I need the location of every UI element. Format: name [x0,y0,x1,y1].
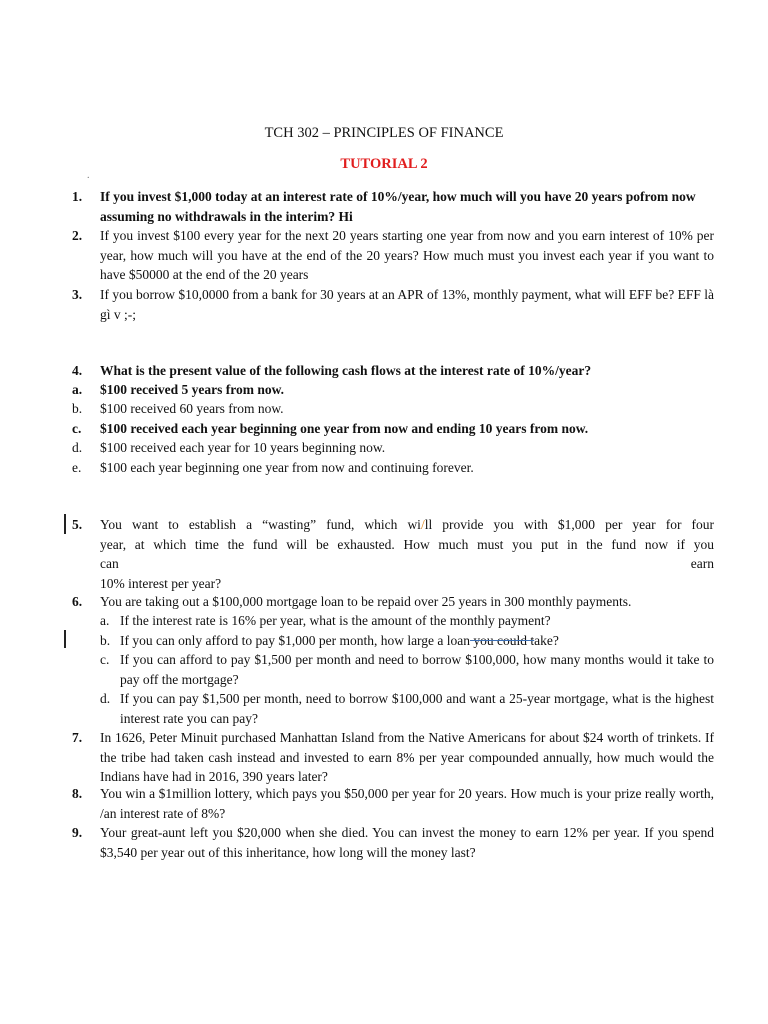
question-1 [72,187,714,226]
item-text: If the interest rate is 16% per year, what is the amount of the monthly payment? [120,613,551,628]
item-text: $100 received each year beginning one year from now and ending 10 years from now. [100,421,589,436]
q4-item-d [72,438,714,458]
question-number: 4. [72,363,83,378]
question-number: 2. [72,228,83,243]
question-6 [72,592,714,612]
question-text: In 1626, Peter Minuit purchased Manhattan Island from the Native Americans for about $24 worth of trinkets. If the tribe had taken cash instead and invested to earn 8% per year compounded annually, how much would the Indians have had in 2016, 390 years later? [100,730,714,785]
revision-bar [64,630,66,648]
item-label: b. [100,633,111,648]
question-number: 5. [72,517,83,532]
q6-item-b [100,631,714,651]
tutorial-title: TUTORIAL 2 [340,156,428,172]
item-label: d. [100,691,111,706]
question-line-4: 10% interest per year? [100,575,222,591]
q4-item-b [72,399,714,419]
edit-mark: / [420,517,425,532]
question-line-3: can earn [100,556,714,572]
question-number: 7. [72,730,83,745]
question-number: 6. [72,594,83,609]
item-label: c. [72,421,82,436]
question-text: You win a $1million lottery, which pays you $50,000 per year for 20 years. How much is your prize really worth, /an interest rate of 8%? [100,786,714,821]
question-2 [72,226,714,285]
question-5 [72,515,714,593]
item-text: $100 received 60 years from now. [100,401,284,416]
q6-item-a [100,611,714,631]
item-text: $100 received each year for 10 years beginning now. [100,440,386,455]
item-text: If you can only afford to pay $1,000 per month, how large a loan you could take? [120,633,559,648]
q4-item-e [72,458,714,478]
item-text: $100 received 5 years from now. [100,382,284,397]
question-text: If you invest $100 every year for the next 20 years starting one year from now and you earn interest of 10% per year, how much will you have at the end of the 20 years? How much must you invest each year if you want to have $50000 at the end of the 20 years [100,228,714,283]
course-title: TCH 302 – PRINCIPLES OF FINANCE [264,125,504,141]
q4-item-a [72,380,714,400]
question-text: If you invest $1,000 today at an interest rate of 10%/year, how much will you have 20 years pofrom now assuming no withdrawals in the interim? Hi [100,189,696,224]
item-label: e. [72,460,82,475]
revision-bar [64,514,66,534]
question-line-2: year, at which time the fund will be exhausted. How much must you put in the fund now if you [100,536,714,552]
q6-item-c [100,650,714,689]
question-number: 3. [72,287,83,302]
item-label: a. [72,382,83,397]
question-line-1: You want to establish a “wasting” fund, which wi/ll provide you with $1,000 per year for four [100,517,714,532]
question-7 [72,728,714,787]
item-text: If you can afford to pay $1,500 per month and need to borrow $100,000, how many months would it take to pay off the mortgage? [120,652,714,687]
question-text: You are taking out a $100,000 mortgage loan to be repaid over 25 years in 300 monthly payments. [100,594,632,609]
item-text: If you can pay $1,500 per month, need to borrow $100,000 and want a 25-year mortgage, what is the highest interest rate you can pay? [120,691,714,726]
q4-item-c [72,419,714,439]
question-text: If you borrow $10,0000 from a bank for 30 years at an APR of 13%, monthly payment, what will EFF be? EFF là gì v ;-; [100,287,714,322]
stray-dot: . [87,170,90,181]
question-number: 1. [72,189,83,204]
question-text: What is the present value of the following cash flows at the interest rate of 10%/year? [100,363,592,378]
struck-text: you could t [470,633,535,648]
question-number: 8. [72,786,83,801]
question-text: Your great-aunt left you $20,000 when she died. You can invest the money to earn 12% per year. If you spend $3,540 per year out of this inheritance, how long will the money last? [100,825,714,860]
question-number: 9. [72,825,83,840]
item-label: a. [100,613,110,628]
item-label: d. [72,440,83,455]
question-9 [72,823,714,862]
question-8 [72,784,714,823]
item-text: $100 each year beginning one year from now and continuing forever. [100,460,474,475]
question-3 [72,285,714,324]
question-4 [72,361,714,381]
q6-item-d [100,689,714,728]
item-label: c. [100,652,110,667]
item-label: b. [72,401,83,416]
